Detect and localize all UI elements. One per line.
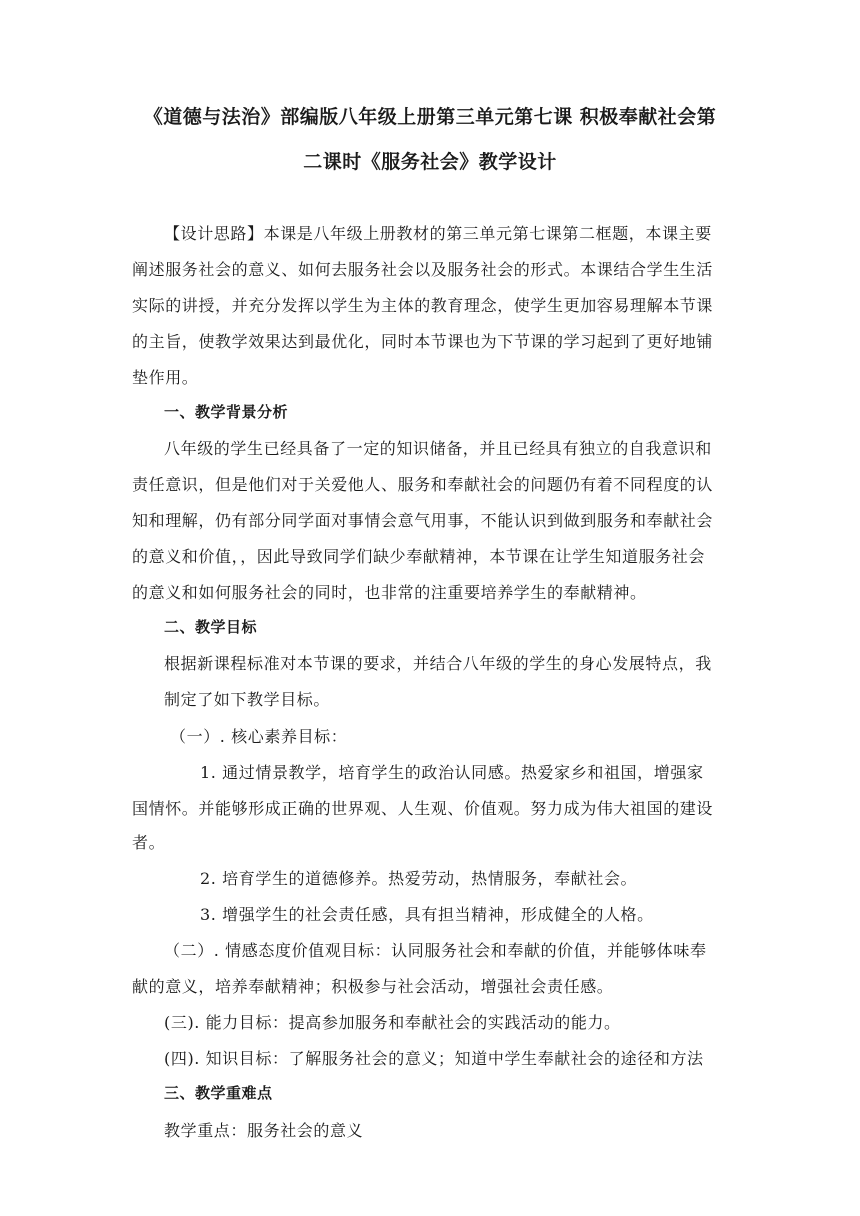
core-goal-line: 国情怀。并能够形成正确的世界观、人生观、价值观。努力成为伟大祖国的建设 (132, 799, 714, 818)
design-idea-line: 阐述服务社会的意义、如何去服务社会以及服务社会的形式。本课结合学生生活 (132, 260, 714, 279)
background-line: 的意义和如何服务社会的同时，也非常的注重要培养学生的奉献精神。 (132, 583, 647, 602)
knowledge-goal-line: (四). 知识目标：了解服务社会的意义；知道中学生奉献社会的途径和方法 (164, 1049, 704, 1068)
design-idea-line: 垫作用。 (132, 368, 199, 387)
background-line: 知和理解，仍有部分同学面对事情会意气用事，不能认识到做到服务和奉献社会 (132, 511, 714, 530)
goals-intro-line: 根据新课程标准对本节课的要求，并结合八年级的学生的身心发展特点，我 (164, 654, 712, 673)
ability-goal-line: (三). 能力目标：提高参加服务和奉献社会的实践活动的能力。 (164, 1013, 621, 1032)
section-heading-background: 一、教学背景分析 (164, 403, 289, 421)
document-title-line-1: 《道德与法治》部编版八年级上册第三单元第七课 积极奉献社会第 (143, 106, 717, 128)
section-heading-key-points: 三、教学重难点 (164, 1084, 273, 1102)
core-goal-line: 3. 增强学生的社会责任感，具有担当精神，形成健全的人格。 (200, 905, 654, 924)
section-heading-goals: 二、教学目标 (164, 618, 258, 636)
core-goal-line: 者。 (132, 833, 166, 852)
goals-intro-line: 制定了如下教学目标。 (164, 690, 331, 709)
design-idea-line: 的主旨，使教学效果达到最优化，同时本节课也为下节课的学习起到了更好地铺 (132, 332, 714, 351)
emotion-goal-line: （二）. 情感态度价值观目标：认同服务社会和奉献的价值，并能够体味奉 (164, 941, 707, 960)
background-line: 八年级的学生已经具备了一定的知识储备，并且已经具有独立的自我意识和 (164, 439, 712, 458)
core-goal-line: 2. 培育学生的道德修养。热爱劳动，热情服务，奉献社会。 (200, 869, 638, 888)
design-idea-line: 实际的讲授，并充分发挥以学生为主体的教育理念，使学生更加容易理解本节课 (132, 296, 714, 315)
document-title-line-2: 二课时《服务社会》教学设计 (303, 151, 557, 173)
key-point-line: 教学重点：服务社会的意义 (164, 1121, 364, 1140)
design-idea-line: 【设计思路】本课是八年级上册教材的第三单元第七课第二框题，本课主要 (164, 224, 712, 243)
background-line: 的意义和价值，，因此导致同学们缺少奉献精神，本节课在让学生知道服务社会 (132, 547, 706, 566)
core-goals-heading: （一）. 核心素养目标： (170, 727, 348, 746)
background-line: 责任意识，但是他们对于关爱他人、服务和奉献社会的问题仍有着不同程度的认 (132, 475, 714, 494)
emotion-goal-line: 献的意义，培养奉献精神；积极参与社会活动，增强社会责任感。 (132, 977, 614, 996)
core-goal-line: 1. 通过情景教学，培育学生的政治认同感。热爱家乡和祖国，增强家 (200, 763, 704, 782)
